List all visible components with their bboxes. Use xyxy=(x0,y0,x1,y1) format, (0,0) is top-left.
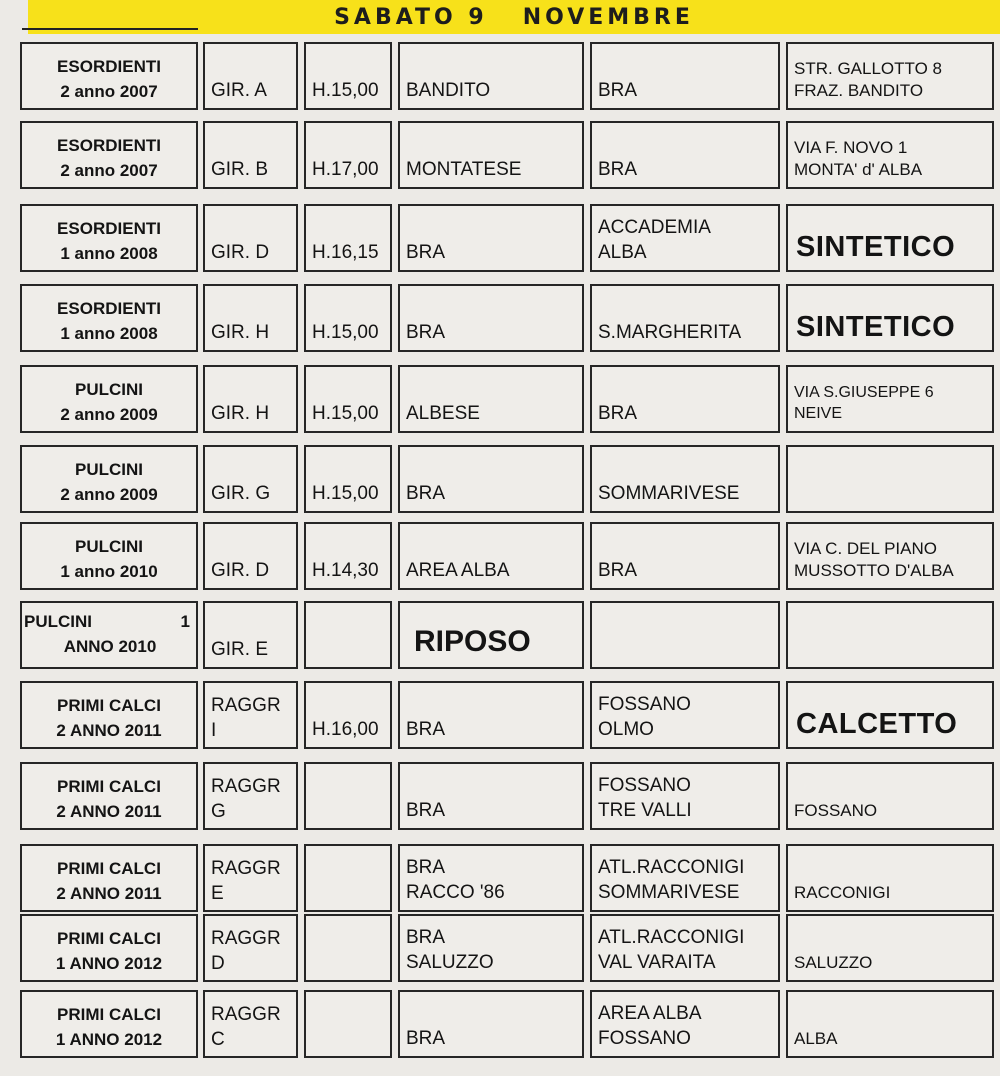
category-year: 1 anno 2008 xyxy=(60,324,158,343)
match-time: H.14,30 xyxy=(312,560,379,581)
home-team-cell xyxy=(398,762,584,830)
match-time: H.15,00 xyxy=(312,403,379,424)
category-name: ESORDIENTI xyxy=(57,57,161,76)
category-year: 2 anno 2007 xyxy=(60,161,158,180)
venue-cell xyxy=(786,914,994,982)
group-label: RAGGR xyxy=(211,776,281,797)
away-team: FOSSANO xyxy=(598,694,691,715)
away-team-cell xyxy=(590,522,780,590)
table-row xyxy=(12,121,996,191)
time-cell xyxy=(304,445,392,513)
time-cell xyxy=(304,121,392,189)
group-label: GIR. H xyxy=(211,322,270,343)
venue-line: VIA F. NOVO 1 xyxy=(794,138,908,157)
home-team-cell xyxy=(398,914,584,982)
venue-cell xyxy=(786,445,994,513)
home-team-cell xyxy=(398,365,584,433)
venue-line: MONTA' d' ALBA xyxy=(794,160,923,179)
away-team: VAL VARAITA xyxy=(598,952,716,973)
venue-cell xyxy=(786,284,994,352)
group-label: RAGGR xyxy=(211,928,281,949)
away-team-cell xyxy=(590,121,780,189)
category-name: PRIMI CALCI xyxy=(57,696,161,715)
venue-type: CALCETTO xyxy=(796,708,958,740)
away-team-cell xyxy=(590,762,780,830)
home-team: BRA xyxy=(406,322,446,343)
table-row xyxy=(12,601,996,671)
time-cell xyxy=(304,204,392,272)
venue-city: FOSSANO xyxy=(794,801,878,820)
group-cell xyxy=(203,990,298,1058)
away-team-cell xyxy=(590,914,780,982)
category-year: 2 ANNO 2011 xyxy=(56,721,162,740)
group-label: GIR. B xyxy=(211,159,269,180)
group-letter: E xyxy=(211,883,224,904)
group-label: GIR. H xyxy=(211,403,270,424)
category-name: PULCINI xyxy=(75,537,143,556)
category-year: ANNO 2010 xyxy=(63,637,157,656)
away-team: ATL.RACCONIGI xyxy=(598,857,745,878)
table-row xyxy=(12,42,996,112)
match-time: H.15,00 xyxy=(312,322,379,343)
home-team: BRA xyxy=(406,857,446,878)
venue-line: NEIVE xyxy=(794,405,843,422)
time-cell xyxy=(304,762,392,830)
header-rule xyxy=(22,28,198,30)
home-team: BRA xyxy=(406,719,446,740)
venue-cell xyxy=(786,42,994,110)
category-cell xyxy=(20,445,198,513)
home-team-cell xyxy=(398,284,584,352)
venue-cell xyxy=(786,121,994,189)
home-team: ALBESE xyxy=(406,403,480,424)
match-time: H.16,00 xyxy=(312,719,379,740)
group-cell xyxy=(203,681,298,749)
home-team: BANDITO xyxy=(406,80,491,101)
venue-cell xyxy=(786,990,994,1058)
group-cell xyxy=(203,121,298,189)
group-label: RAGGR xyxy=(211,695,281,716)
home-team-cell xyxy=(398,42,584,110)
away-team-cell xyxy=(590,42,780,110)
away-team: BRA xyxy=(598,80,638,101)
group-letter: D xyxy=(211,953,225,974)
category-cell xyxy=(20,522,198,590)
group-cell xyxy=(203,365,298,433)
category-cell xyxy=(20,121,198,189)
category-cell xyxy=(20,601,198,669)
category-cell xyxy=(20,204,198,272)
home-team: MONTATESE xyxy=(406,159,522,180)
category-year: 1 ANNO 2012 xyxy=(55,954,163,973)
home-team-cell xyxy=(398,121,584,189)
group-letter: I xyxy=(211,720,217,741)
match-time: H.15,00 xyxy=(312,483,379,504)
group-label: GIR. D xyxy=(211,242,270,263)
away-team: S.MARGHERITA xyxy=(598,322,742,343)
group-label: RAGGR xyxy=(211,1004,281,1025)
time-cell xyxy=(304,844,392,912)
table-row xyxy=(12,445,996,515)
group-label: GIR. A xyxy=(211,80,267,101)
category-year: 2 ANNO 2011 xyxy=(56,884,162,903)
category-name: PULCINI xyxy=(75,460,143,479)
category-name: PRIMI CALCI xyxy=(57,929,161,948)
away-team: FOSSANO xyxy=(598,775,691,796)
venue-city: RACCONIGI xyxy=(794,883,891,902)
time-cell xyxy=(304,284,392,352)
group-cell xyxy=(203,914,298,982)
group-cell xyxy=(203,844,298,912)
category-name: PULCINI xyxy=(75,380,143,399)
home-team-cell xyxy=(398,445,584,513)
category-cell xyxy=(20,42,198,110)
group-label: GIR. G xyxy=(211,483,271,504)
category-name: ESORDIENTI xyxy=(57,219,161,238)
home-team-cell xyxy=(398,204,584,272)
date-title: SABATO 9 NOVEMBRE xyxy=(334,4,694,30)
home-team-cell xyxy=(398,844,584,912)
group-cell xyxy=(203,204,298,272)
category-year: 1 anno 2008 xyxy=(60,244,158,263)
venue-line: STR. GALLOTTO 8 xyxy=(794,59,943,78)
away-team: SOMMARIVESE xyxy=(598,882,740,903)
group-cell xyxy=(203,445,298,513)
category-year: 2 anno 2007 xyxy=(60,82,158,101)
venue-city: SALUZZO xyxy=(794,953,873,972)
away-team: TRE VALLI xyxy=(598,800,692,821)
category-year-prefix: 1 xyxy=(180,612,190,631)
away-team-cell xyxy=(590,990,780,1058)
category-year: 1 ANNO 2012 xyxy=(55,1030,163,1049)
away-team: BRA xyxy=(598,560,638,581)
table-row xyxy=(12,204,996,274)
venue-line: FRAZ. BANDITO xyxy=(794,81,924,100)
home-team: RACCO '86 xyxy=(406,882,505,903)
away-team: OLMO xyxy=(598,719,654,740)
venue-city: ALBA xyxy=(794,1029,838,1048)
table-row xyxy=(12,762,996,832)
group-cell xyxy=(203,42,298,110)
away-team-cell xyxy=(590,445,780,513)
time-cell xyxy=(304,365,392,433)
time-cell xyxy=(304,990,392,1058)
table-row xyxy=(12,844,996,914)
category-cell xyxy=(20,365,198,433)
time-cell xyxy=(304,681,392,749)
home-team-cell xyxy=(398,681,584,749)
category-name: ESORDIENTI xyxy=(57,136,161,155)
venue-line: MUSSOTTO D'ALBA xyxy=(794,561,954,580)
rest-label: RIPOSO xyxy=(414,625,531,658)
group-label: GIR. E xyxy=(211,639,269,660)
venue-cell xyxy=(786,365,994,433)
venue-cell xyxy=(786,681,994,749)
category-name: PRIMI CALCI xyxy=(57,859,161,878)
away-team-cell xyxy=(590,284,780,352)
away-team: ATL.RACCONIGI xyxy=(598,927,745,948)
category-year: 2 anno 2009 xyxy=(60,405,158,424)
category-name: PULCINI xyxy=(24,612,92,631)
away-team: ACCADEMIA xyxy=(598,217,711,238)
match-time: H.15,00 xyxy=(312,80,379,101)
category-cell xyxy=(20,681,198,749)
table-row xyxy=(12,990,996,1060)
category-name: PRIMI CALCI xyxy=(57,777,161,796)
group-cell xyxy=(203,284,298,352)
home-team: BRA xyxy=(406,483,446,504)
away-team-cell xyxy=(590,681,780,749)
category-name: PRIMI CALCI xyxy=(57,1005,161,1024)
category-year: 1 anno 2010 xyxy=(60,562,158,581)
category-cell xyxy=(20,844,198,912)
away-team-cell xyxy=(590,601,780,669)
home-team: BRA xyxy=(406,242,446,263)
venue-cell xyxy=(786,522,994,590)
away-team: ALBA xyxy=(598,242,647,263)
category-cell xyxy=(20,990,198,1058)
group-cell xyxy=(203,762,298,830)
venue-cell xyxy=(786,762,994,830)
time-cell xyxy=(304,914,392,982)
venue-type: SINTETICO xyxy=(796,311,956,343)
home-team-cell xyxy=(398,522,584,590)
table-row xyxy=(12,284,996,354)
group-label: RAGGR xyxy=(211,858,281,879)
group-letter: C xyxy=(211,1029,225,1050)
home-team: BRA xyxy=(406,1028,446,1049)
table-row xyxy=(12,681,996,751)
group-cell xyxy=(203,522,298,590)
group-cell xyxy=(203,601,298,669)
away-team: FOSSANO xyxy=(598,1028,691,1049)
away-team: SOMMARIVESE xyxy=(598,483,740,504)
venue-cell xyxy=(786,204,994,272)
home-team-cell xyxy=(398,990,584,1058)
table-row xyxy=(12,522,996,592)
time-cell xyxy=(304,601,392,669)
away-team-cell xyxy=(590,844,780,912)
category-year: 2 ANNO 2011 xyxy=(56,802,162,821)
venue-line: VIA C. DEL PIANO xyxy=(794,539,937,558)
match-time: H.16,15 xyxy=(312,242,379,263)
venue-cell xyxy=(786,601,994,669)
category-year: 2 anno 2009 xyxy=(60,485,158,504)
venue-line: VIA S.GIUSEPPE 6 xyxy=(794,384,934,401)
category-cell xyxy=(20,284,198,352)
group-letter: G xyxy=(211,801,226,822)
time-cell xyxy=(304,42,392,110)
venue-cell xyxy=(786,844,994,912)
away-team: BRA xyxy=(598,403,638,424)
venue-type: SINTETICO xyxy=(796,231,956,263)
away-team-cell xyxy=(590,365,780,433)
category-cell xyxy=(20,762,198,830)
table-row xyxy=(12,914,996,984)
category-cell xyxy=(20,914,198,982)
category-name: ESORDIENTI xyxy=(57,299,161,318)
match-time: H.17,00 xyxy=(312,159,379,180)
away-team-cell xyxy=(590,204,780,272)
home-team: SALUZZO xyxy=(406,952,494,973)
away-team: AREA ALBA xyxy=(598,1003,702,1024)
home-team: BRA xyxy=(406,927,446,948)
table-row xyxy=(12,365,996,435)
rest-cell xyxy=(398,601,584,669)
home-team: BRA xyxy=(406,800,446,821)
home-team: AREA ALBA xyxy=(406,560,510,581)
group-label: GIR. D xyxy=(211,560,270,581)
away-team: BRA xyxy=(598,159,638,180)
time-cell xyxy=(304,522,392,590)
